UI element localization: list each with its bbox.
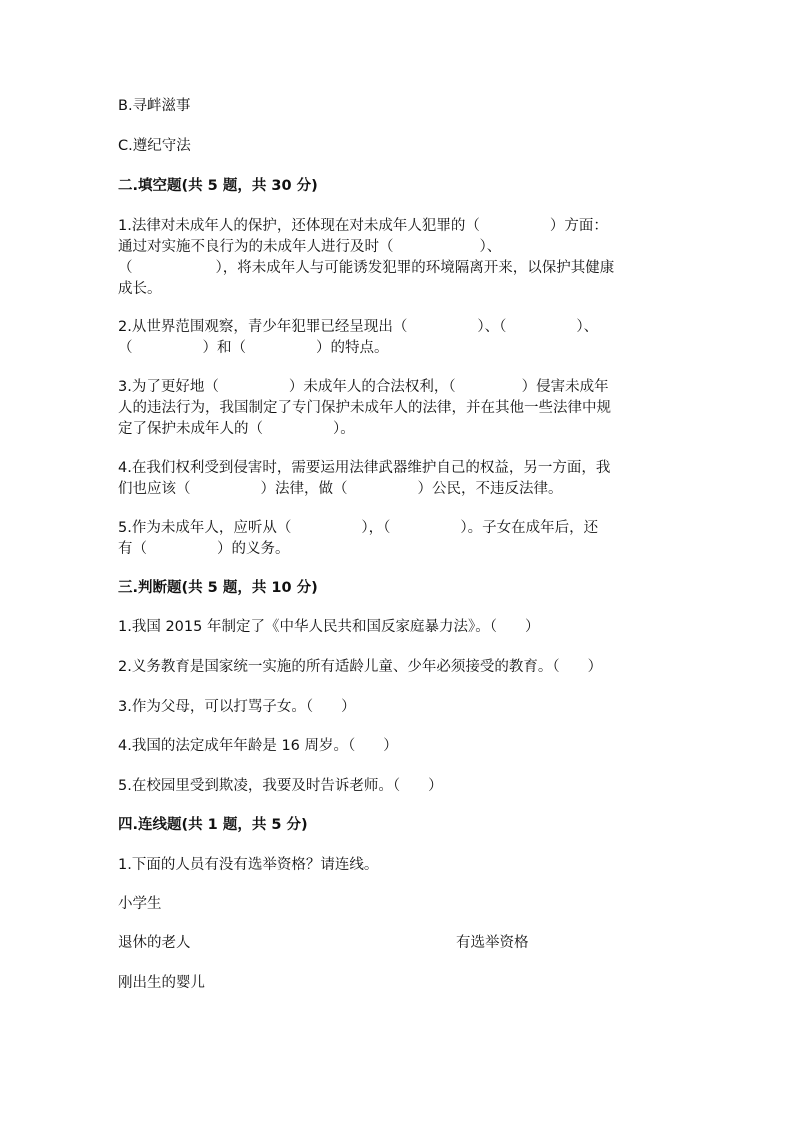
fill-q2-text: （ — [118, 340, 133, 356]
match-question: 1.下面的人员有没有选举资格？请连线。 — [118, 857, 379, 873]
fill-q3-text: ）未成年人的合法权利，（ — [288, 379, 456, 395]
match-left-item[interactable]: 刚出生的婴儿 — [118, 975, 205, 991]
judge-item-end: ） — [383, 738, 398, 754]
fill-q3-line1 — [118, 377, 609, 397]
judge-section-title: 三.判断题(共 5 题，共 10 分) — [118, 580, 318, 596]
judge-item-text: 5.在校园里受到欺凌，我要及时告诉老师。（ — [118, 778, 401, 794]
fill-q1-line4: 成长。 — [118, 281, 162, 297]
fill-q5-text: ）的义务。 — [217, 541, 290, 557]
fill-q3-text: ）侵害未成年 — [521, 379, 609, 395]
fill-q3-line3 — [118, 419, 355, 439]
fill-q1-line1 — [118, 216, 608, 236]
fill-q2-line1 — [118, 317, 598, 337]
judge-item-text: 4.我国的法定成年年龄是 16 周岁。（ — [118, 738, 356, 754]
fill-q5-text: ），（ — [361, 520, 391, 536]
fill-q4-line2 — [118, 479, 563, 499]
fill-q4-text: ）法律，做（ — [260, 481, 348, 497]
fill-q1-text: ）、 — [479, 239, 502, 255]
judge-item — [118, 697, 356, 717]
fill-q1-text: ），将未成年人与可能诱发犯罪的环境隔离开来，以保护其健康 — [215, 260, 615, 276]
match-left-item[interactable]: 小学生 — [118, 896, 162, 912]
fill-q2-text: ）、（ — [477, 319, 507, 335]
fill-q2-text: 2.从世界范围观察，青少年犯罪已经呈现出（ — [118, 319, 408, 335]
fill-q1-line3 — [118, 258, 614, 278]
fill-q1-text: ）方面： — [549, 218, 608, 234]
fill-q1-line2 — [118, 237, 501, 257]
judge-item-end: ） — [524, 619, 540, 635]
fill-q4-line1: 4.在我们权利受到侵害时，需要运用法律武器维护自己的权益，另一方面，我 — [118, 460, 611, 476]
fill-section-title: 二.填空题(共 5 题，共 30 分) — [118, 178, 318, 194]
fill-q2-text: ）和（ — [202, 340, 246, 356]
judge-item-text: 1.我国 2015 年制定了《中华人民共和国反家庭暴力法》。（ — [118, 619, 497, 635]
judge-item-end: ） — [428, 778, 443, 794]
fill-q5-line2 — [118, 539, 290, 559]
judge-item-end: ） — [341, 699, 356, 715]
fill-q3-line2: 人的违法行为，我国制定了专门保护未成年人的法律，并在其他一些法律中规 — [118, 400, 611, 416]
fill-q5-text: 有（ — [118, 541, 147, 557]
match-right-item[interactable]: 有选举资格 — [456, 935, 529, 951]
fill-q1-text: 1.法律对未成年人的保护，还体现在对未成年人犯罪的（ — [118, 218, 480, 234]
fill-q1-text: 通过对实施不良行为的未成年人进行及时（ — [118, 239, 394, 255]
fill-q5-text: ）。子女在成年后，还 — [460, 520, 599, 536]
option-b: B.寻衅滋事 — [118, 98, 191, 114]
judge-item — [118, 657, 602, 677]
fill-q5-line1 — [118, 518, 598, 538]
fill-q4-text: ）公民，不违反法律。 — [417, 481, 563, 497]
judge-item-text: 3.作为父母，可以打骂子女。（ — [118, 699, 314, 715]
fill-q3-text: 3.为了更好地（ — [118, 379, 219, 395]
judge-item-end: ） — [587, 659, 603, 675]
fill-q2-line2 — [118, 338, 389, 358]
fill-q4-text: 们也应该（ — [118, 481, 191, 497]
match-section-title: 四.连线题(共 1 题，共 5 分) — [118, 817, 308, 833]
fill-q3-text: 定了保护未成年人的（ — [118, 421, 263, 437]
fill-q1-text: （ — [118, 260, 133, 276]
fill-q3-text: ）。 — [333, 421, 355, 437]
judge-item-text: 2.义务教育是国家统一实施的所有适龄儿童、少年必须接受的教育。（ — [118, 659, 560, 675]
judge-item — [118, 736, 398, 756]
fill-q2-text: ）、 — [576, 319, 599, 335]
fill-q5-text: 5.作为未成年人，应听从（ — [118, 520, 292, 536]
judge-item — [118, 776, 443, 796]
match-left-item[interactable]: 退休的老人 — [118, 935, 191, 951]
option-c: C.遵纪守法 — [118, 138, 191, 154]
fill-q2-text: ）的特点。 — [316, 340, 389, 356]
judge-item — [118, 617, 539, 637]
